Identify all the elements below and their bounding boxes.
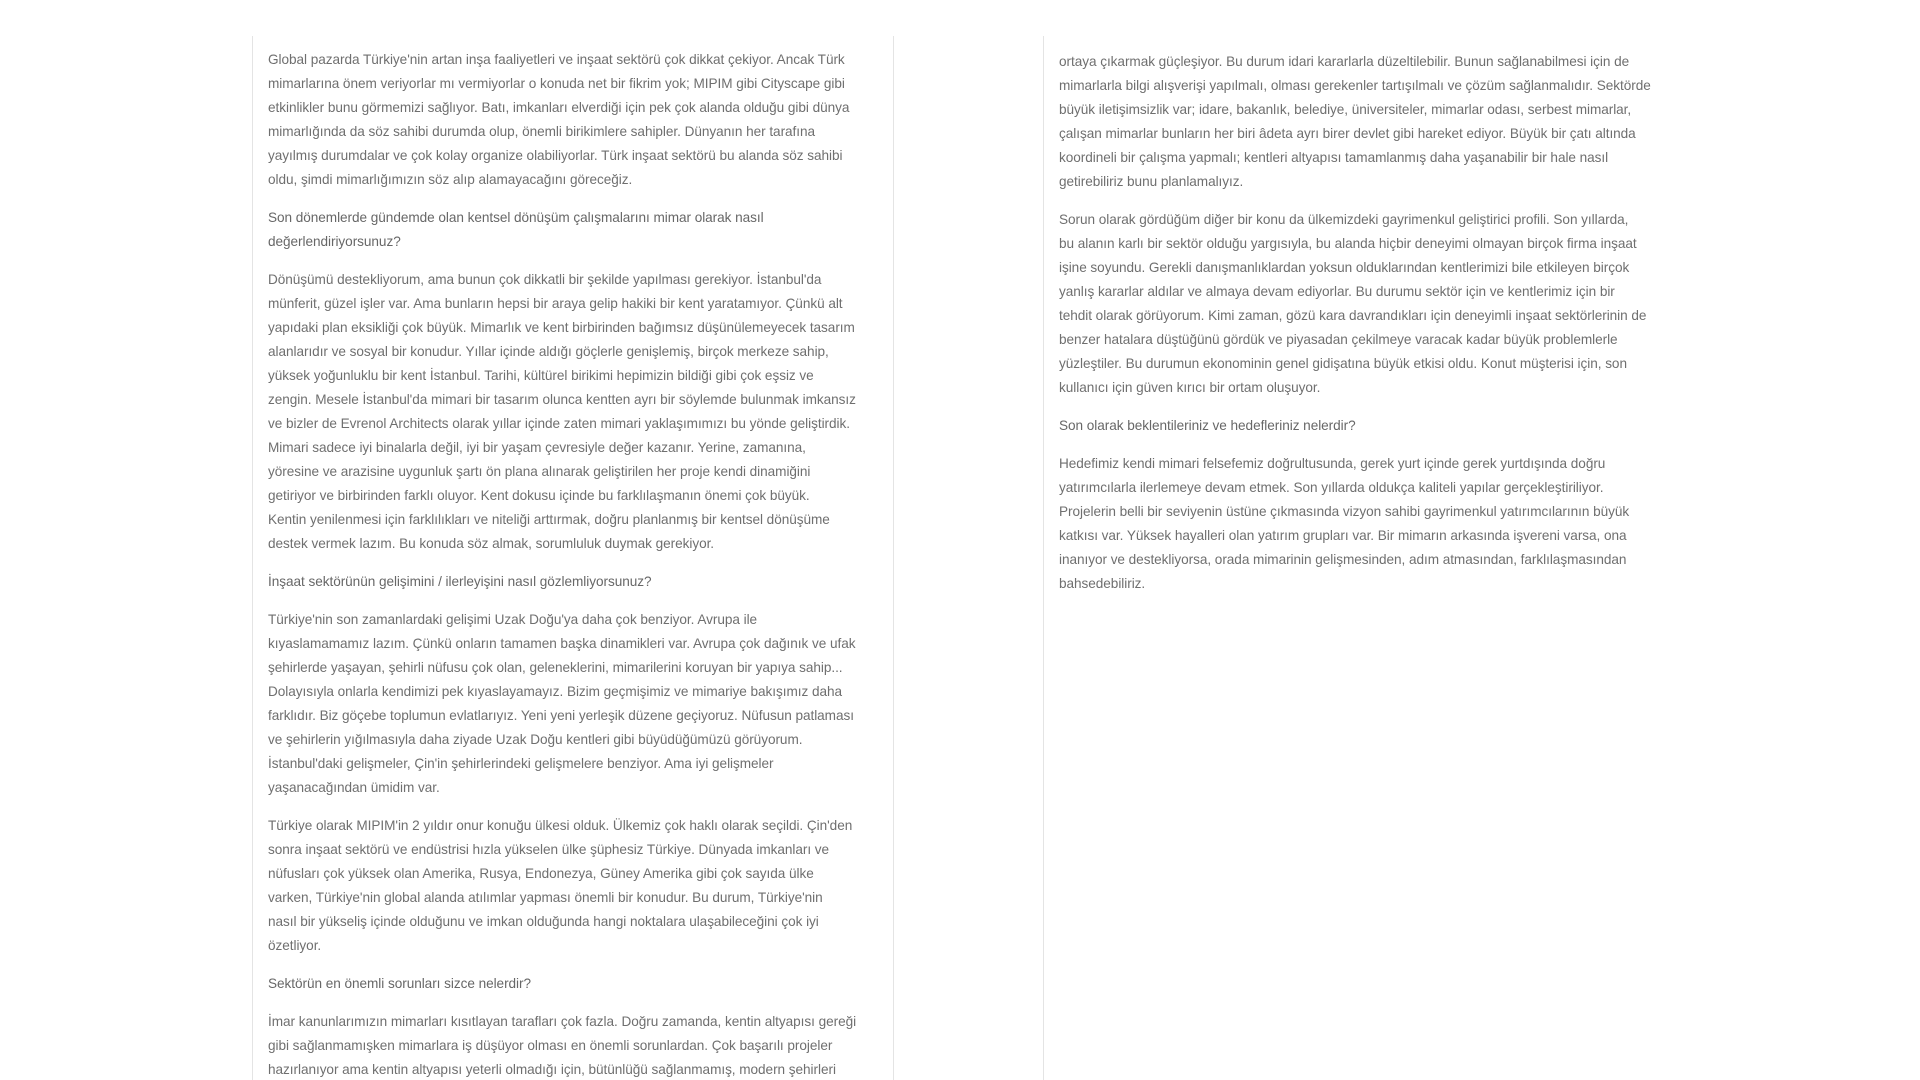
answer-paragraph: Sorun olarak gördüğüm diğer bir konu da ülkemizdeki gayrimenkul geliştirici profili. Son yıllarda, bu alanın karlı bir sektör olduğu yargısıyla, bu alanda hiçbir deneyimi olmayan birçok firma inşaat işine soyundu. Gerekli danışmanlıklardan yoksun olduklarından kentlerimizi bile etkileyen birçok yanlış kararlar aldılar ve almaya devam ediyorlar. Bu durumu sektör için ve kentlerimiz için bir tehdit olarak görüyorum. Kimi zaman, gözü kara davrandıkları için deneyimli inşaat sektörlerinin de benzer hatalara düştüğünü gördük ve piyasadan çekilmeye varacak kadar büyük problemlerle yüzleştiler. Bu durumun ekonominin genel gidişatına büyük etkisi oldu. Konut müşterisi için, son kullanıcı için güven kırıcı bir ortam oluşuyor. bbox=[1059, 212, 1647, 395]
question-paragraph: Son olarak beklentileriniz ve hedefleriniz nelerdir? bbox=[1059, 418, 1356, 433]
answer-paragraph: İmar kanunlarımızın mimarları kısıtlayan tarafları çok fazla. Doğru zamanda, kentin altyapısı gereği gibi sağlanmamışken mimarlara iş düşüyor olması en önemli sorunlardan. Çok başarılı projeler hazırlanıyor ama kentin altyapısı yeterli olmadığı için, bütünlüğü sağlanmamış, modern şehirleri bbox=[268, 1014, 857, 1077]
answer-paragraph: Global pazarda Türkiye'nin artan inşa faaliyetleri ve inşaat sektörü çok dikkat çekiyor. Ancak Türk mimarlarına önem veriyorlar mı vermiyorlar o konuda net bir fikrim yok; MIPIM gibi Cityscape gibi etkinlikler bunu görmemizi sağlıyor. Batı, imkanları elverdiği için pek çok alanda olduğu gibi dünya mimarlığında da söz sahibi durumda olup, önemli birikimlere sahipler. Dünyanın her tarafına yayılmış durumdalar ve çok kolay organize olabiliyorlar. Türk inşaat sektörü bu alanda söz sahibi oldu, şimdi mimarlığımızın söz alıp alamayacağını göreceğiz. bbox=[268, 52, 850, 187]
question-paragraph: Sektörün en önemli sorunları sizce nelerdir? bbox=[268, 976, 532, 991]
article-column-left bbox=[252, 36, 894, 1080]
question-paragraph: İnşaat sektörünün gelişimini / ilerleyişini nasıl gözlemliyorsunuz? bbox=[268, 574, 652, 589]
answer-paragraph: Türkiye olarak MIPIM'in 2 yıldır onur konuğu ülkesi olduk. Ülkemiz çok haklı olarak seçildi. Çin'den sonra inşaat sektörü ve endüstrisi hızla yükselen ülke şüphesiz Türkiye. Dünyada imkanları ve nüfusları çok yüksek olan Amerika, Rusya, Endonezya, Güney Amerika gibi çok sayıda ülke varken, Türkiye'nin global alanda atılımlar yapması önemli bir konudur. Bu durum, Türkiye'nin nasıl bir yükseliş içinde olduğunu ve imkan olduğunda hangi noktalara ulaşabileceğini çok iyi özetliyor. bbox=[268, 818, 853, 953]
answer-paragraph: Türkiye'nin son zamanlardaki gelişimi Uzak Doğu'ya daha çok benziyor. Avrupa ile kıyaslamamamız lazım. Çünkü onların tamamen başka dinamikleri var. Avrupa çok dağınık ve ufak şehirlerde yaşayan, şehirli nüfusu çok olan, geleneklerini, mimarilerini koruyan bir yapıya sahip... Dolayısıyla onlarla kendimizi pek kıyaslayamayız. Bizim geçmişimiz ve mimariye bakışımız daha farklıdır. Biz göçebe toplumun evlatlarıyız. Yeni yeni yerleşik düzene geçiyoruz. Nüfusun patlaması ve şehirlerin yığılmasıyla daha ziyade Uzak Doğu kentleri gibi büyüdüğümüzü görüyorum. İstanbul'daki gelişmeler, Çin'in şehirlerindeki gelişmelere benziyor. Ama iyi gelişmeler yaşanacağından ümidim var. bbox=[268, 612, 856, 795]
answer-paragraph: Hedefimiz kendi mimari felsefemiz doğrultusunda, gerek yurt içinde gerek yurtdışında doğru yatırımcılarla ilerlemeye devam etmek. Son yıllarda oldukça kaliteli yapılar gerçekleştiriliyor. Projelerin belli bir seviyenin üstüne çıkmasında vizyon sahibi gayrimenkul yatırımcılarının büyük katkısı var. Yüksek hayalleri olan yatırım grupları var. Bir mimarın arkasında işvereni varsa, ona inanıyor ve destekliyorsa, orada mimarinin gelişmesinden, adım atmasından, farklılaşmasından bahsedebiliriz. bbox=[1059, 456, 1630, 591]
question-paragraph: Son dönemlerde gündemde olan kentsel dönüşüm çalışmalarını mimar olarak nasıl değerlendiriyorsunuz? bbox=[268, 210, 764, 249]
answer-paragraph: ortaya çıkarmak güçleşiyor. Bu durum idari kararlarla düzeltilebilir. Bunun sağlanabilmesi için de mimarlarla bilgi alışverişi yapılmalı, olması gerekenler tartışılmalı ve çözüm sağlanmalıdır. Sektörde büyük iletişimsizlik var; idare, bakanlık, belediye, üniversiteler, mimarlar odası, serbest mimarlar, çalışan mimarlar bunların her biri âdeta ayrı birer devlet gibi hareket ediyor. Büyük bir çatı altında koordineli bir çalışma yapmalı; kentleri altyapısı tamamlanmış daha yaşanabilir bir hale nasıl getirebiliriz bunu planlamalıyız. bbox=[1059, 54, 1651, 189]
article-column-right bbox=[1043, 36, 1676, 1080]
answer-paragraph: Dönüşümü destekliyorum, ama bunun çok dikkatli bir şekilde yapılması gerekiyor. İstanbul'da münferit, güzel işler var. Ama bunların hepsi bir araya gelip hakiki bir kent yaratamıyor. Çünkü alt yapıdaki plan eksikliği çok büyük. Mimarlık ve kent birbirinden bağımsız düşünülemeyecek tasarım alanlarıdır ve sosyal bir konudur. Yıllar içinde aldığı göçlerle genişlemiş, birçok merkeze sahip, yüksek yoğunluklu bir kent İstanbul. Tarihi, kültürel birikimi hepimizin bildiği gibi çok eşsiz ve zengin. Mesele İstanbul'da mimari bir tasarım olunca kentten ayrı bir söylemde bulunmak imkansız ve bizler de Evrenol Architects olarak yıllar içinde zaten mimari yaklaşımımızı bu yönde geliştirdik. Mimari sadece iyi binalarla değil, iyi bir yaşam çevresiyle değer kazanır. Yerine, zamanına, yöresine ve arazisine uygunluk şartı ön plana alınarak geliştirilen her proje kendi dinamiğini getiriyor ve birbirinden farklı oluyor. Kent dokusu içinde bu farklılaşmanın önemi çok büyük. Kentin yenilenmesi için farklılıkları ve niteliği arttırmak, doğru planlanmış bir kentsel dönüşüme destek vermek lazım. Bu konuda söz almak, sorumluluk duymak gerekiyor. bbox=[268, 272, 856, 551]
